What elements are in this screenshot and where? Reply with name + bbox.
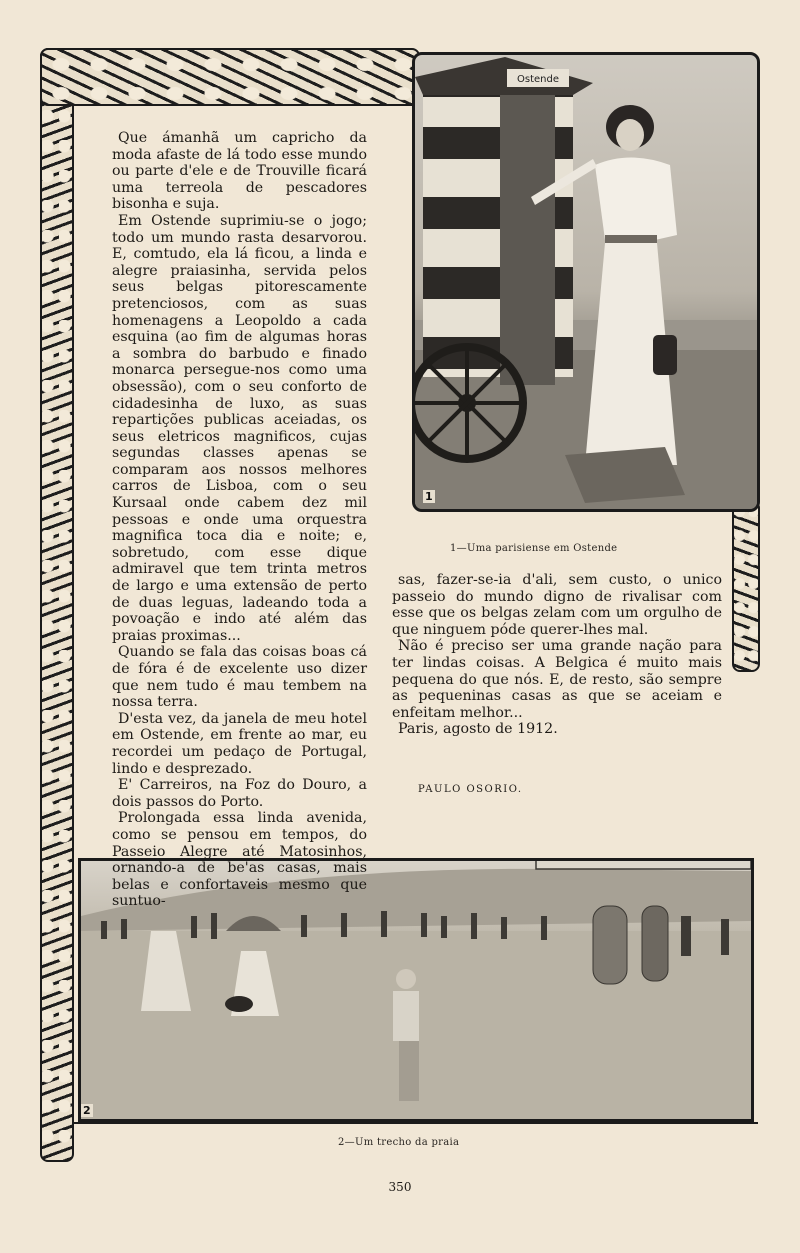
page-number: 350 <box>388 1180 412 1194</box>
ornamental-border-left <box>40 48 74 1162</box>
ornamental-border-right <box>732 500 760 672</box>
frame-bottom-rule <box>74 1122 758 1124</box>
ornamental-border-top <box>40 48 420 106</box>
photo2-caption: 2—Um trecho da praia <box>338 1137 460 1148</box>
author-signature: PAULO OSORIO. <box>418 784 523 795</box>
article-column-2 <box>392 572 722 738</box>
photo2-number: 2 <box>83 1104 91 1117</box>
article-paragraph: sas, fazer-se-ia d'ali, sem custo, o unico passeio do mundo digno de rivalisar com esse que os belgas zelam com um orgulho de que ninguem póde querer-lhes mal. <box>392 572 722 638</box>
article-dateline: Paris, agosto de 1912. <box>398 721 558 738</box>
article-paragraph: Em Ostende suprimiu-se o jogo; todo um mundo rasta desarvorou. E, comtudo, ela lá ficou, a linda e alegre praiasinha, servida pelos seus belgas pitorescamente pretenciosos, com as suas homenagens a Leopoldo a cada esquina (ao fim de algumas horas a sombra do barbudo e finado monarca persegue-nos como uma obsessão), com o seu conforto de cidadesinha de luxo, as suas repartições publicas aceiadas, os seus eletricos magnificos, cujas segundas classes apenas se comparam aos nossos melhores carros de Lisboa, com o seu Kursaal onde cabem dez mil pessoas e onde uma orquestra magnifica toca dia e noite; e, sobretudo, com esse dique admiravel que tem trinta metros de largo e uma extensão de perto de duas leguas, ladeando toda a povoação e indo até além das praias proximas... <box>112 212 367 644</box>
article-paragraph: D'esta vez, da janela de meu hotel em Ostende, em frente ao mar, eu recordei um pedaço de Portugal, lindo e desprezado. <box>112 710 367 777</box>
article-paragraph: Prolongada essa linda avenida, como se pensou em tempos, do Passeio Alegre até Matosinhos, ornando-a de be'as casas, mais belas e confortaveis mesmo que suntuo- <box>112 810 367 910</box>
article-paragraph: Quando se fala das coisas boas cá de fóra é de excelente uso dizer que nem tudo é mau tembem na nossa terra. <box>112 644 367 711</box>
article-paragraph: Que ámanhã um capricho da moda afaste de lá todo esse mundo ou parte d'ele e de Trouville ficará uma terreola de pescadores bisonha e suja. <box>112 130 367 213</box>
photo1-caption: 1—Uma parisiense em Ostende <box>450 543 618 554</box>
photo1-number: 1 <box>425 490 433 503</box>
photo-parisian-woman <box>412 52 760 512</box>
article-paragraph: E' Carreiros, na Foz do Douro, a dois passos do Porto. <box>112 777 367 810</box>
article-paragraph: Não é preciso ser uma grande nação para ter lindas coisas. A Belgica é muito mais pequena do que nós. E, de resto, são sempre as pequeninas casas as que se aceiam e enfeitam melhor... <box>392 638 722 721</box>
cabin-sign: Ostende <box>517 74 559 85</box>
article-column-1 <box>112 130 367 910</box>
